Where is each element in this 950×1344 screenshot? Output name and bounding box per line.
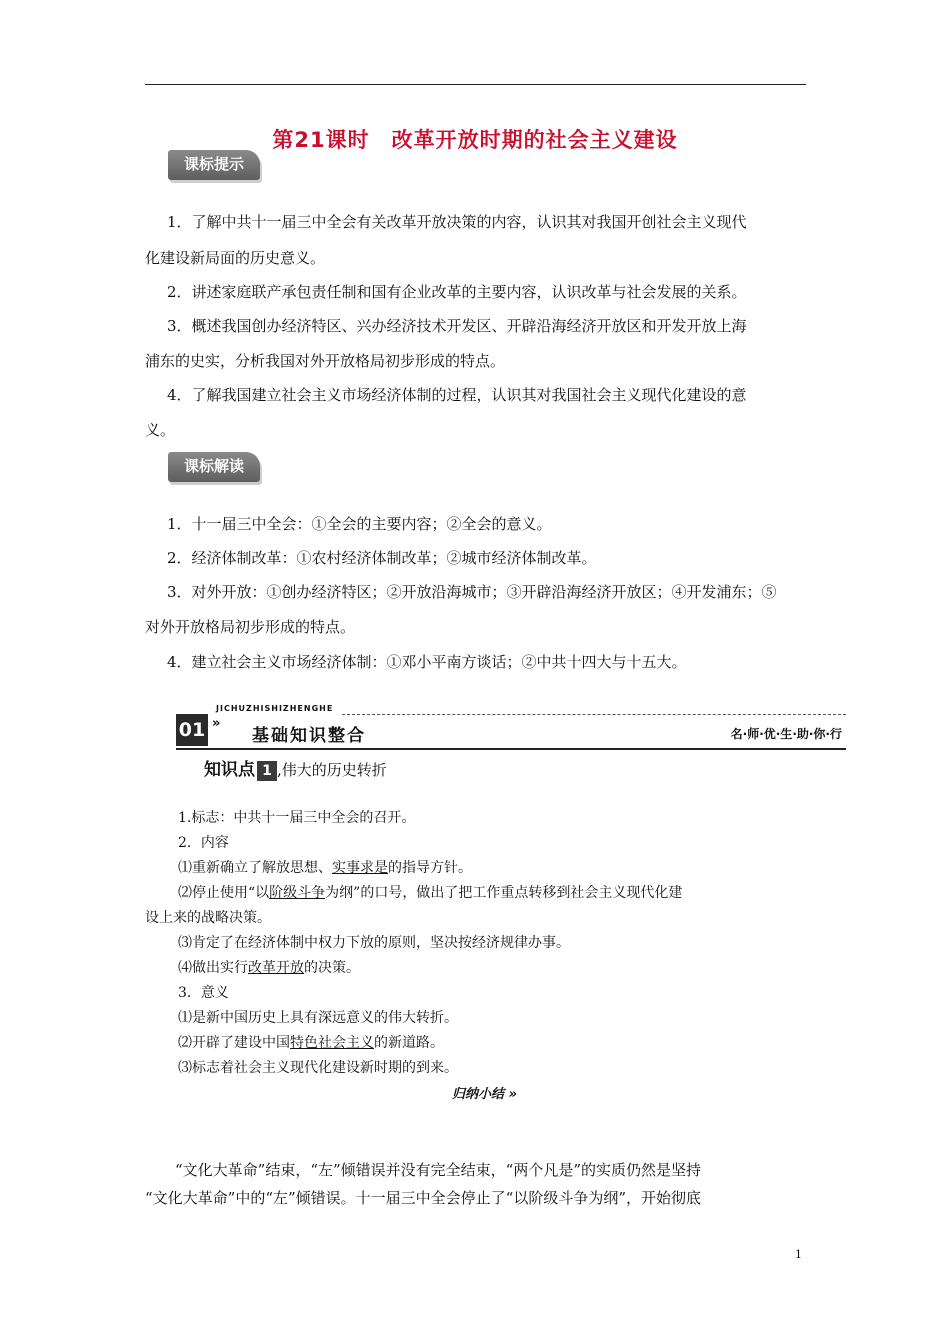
section-number: 01	[176, 714, 208, 746]
content-line: 3．意义	[178, 985, 229, 1001]
paragraph-line: “文化大革命”结束，“左”倾错误并没有完全结束，“两个凡是”的实质仍然是坚持	[175, 1161, 702, 1179]
content-line: 设上来的战略决策。	[145, 910, 271, 926]
paragraph-line: “文化大革命”中的“左”倾错误。十一届三中全会停止了“以阶级斗争为纲”，开始彻底	[145, 1189, 702, 1207]
paragraph-line: 浦东的史实，分析我国对外开放格局初步形成的特点。	[145, 352, 506, 370]
page-number: 1	[795, 1248, 802, 1261]
fill-blank-answer: 实事求是	[332, 860, 388, 876]
knowledge-point-label: 知识点	[204, 760, 255, 780]
content-line: ⑶标志着社会主义现代化建设新时期的到来。	[178, 1060, 458, 1076]
page-title: 第21课时 改革开放时期的社会主义建设	[272, 128, 678, 152]
badge-reading: 课标解读	[168, 452, 260, 482]
fill-blank-answer: 特色社会主义	[290, 1035, 374, 1051]
paragraph-line: 4．了解我国建立社会主义市场经济体制的过程，认识其对我国社会主义现代化建设的意	[167, 386, 747, 404]
content-line: ⑴重新确立了解放思想、实事求是的指导方针。	[178, 860, 472, 876]
paragraph-line: 2．经济体制改革：①农村经济体制改革；②城市经济体制改革。	[167, 549, 597, 567]
fill-blank-answer: 改革开放	[248, 960, 304, 976]
paragraph-line: 1．了解中共十一届三中全会有关改革开放决策的内容，认识其对我国开创社会主义现代	[167, 213, 747, 231]
content-line: 1.标志：中共十一届三中全会的召开。	[178, 810, 416, 826]
paragraph-line: 2．讲述家庭联产承包责任制和国有企业改革的主要内容，认识改革与社会发展的关系。	[167, 283, 747, 301]
content-line: 2．内容	[178, 835, 229, 851]
knowledge-point-heading: 知识点 1 ,伟大的历史转折	[204, 760, 387, 780]
content-line: ⑶肯定了在经济体制中权力下放的原则，坚决按经济规律办事。	[178, 935, 570, 951]
paragraph-line: 对外开放格局初步形成的特点。	[145, 618, 356, 636]
summary-heading: 归纳小结 »	[452, 1087, 517, 1102]
content-line: ⑷做出实行改革开放的决策。	[178, 960, 360, 976]
section-slogan: 名·师·优·生·助·你·行	[730, 727, 842, 741]
paragraph-line: 4．建立社会主义市场经济体制：①邓小平南方谈话；②中共十四大与十五大。	[167, 653, 687, 671]
content-line: ⑵开辟了建设中国特色社会主义的新道路。	[178, 1035, 444, 1051]
fill-blank-answer: 阶级斗争	[269, 885, 326, 901]
paragraph-line: 3．对外开放：①创办经济特区；②开放沿海城市；③开辟沿海经济开放区；④开发浦东；⑤	[167, 583, 777, 601]
double-chevron-icon: »	[212, 716, 221, 731]
section-underline	[176, 748, 846, 750]
paragraph-line: 义。	[145, 421, 176, 439]
section-header	[176, 704, 846, 750]
section-pinyin: JICHUZHISHIZHENGHE	[216, 704, 334, 713]
badge-tips: 课标提示	[168, 150, 260, 180]
content-line: ⑴是新中国历史上具有深远意义的伟大转折。	[178, 1010, 458, 1026]
paragraph-line: 3．概述我国创办经济特区、兴办经济技术开发区、开辟沿海经济开放区和开发开放上海	[167, 317, 747, 335]
section-title: 基础知识整合	[252, 726, 366, 746]
section-dash-rule	[342, 714, 846, 715]
content-line: ⑵停止使用“以阶级斗争为纲”的口号，做出了把工作重点转移到社会主义现代化建	[178, 885, 683, 901]
knowledge-point-number: 1	[257, 761, 277, 781]
paragraph-line: 化建设新局面的历史意义。	[145, 249, 326, 267]
header-rule	[145, 84, 806, 85]
paragraph-line: 1．十一届三中全会：①全会的主要内容；②全会的意义。	[167, 515, 552, 533]
knowledge-point-title: 伟大的历史转折	[281, 761, 387, 779]
